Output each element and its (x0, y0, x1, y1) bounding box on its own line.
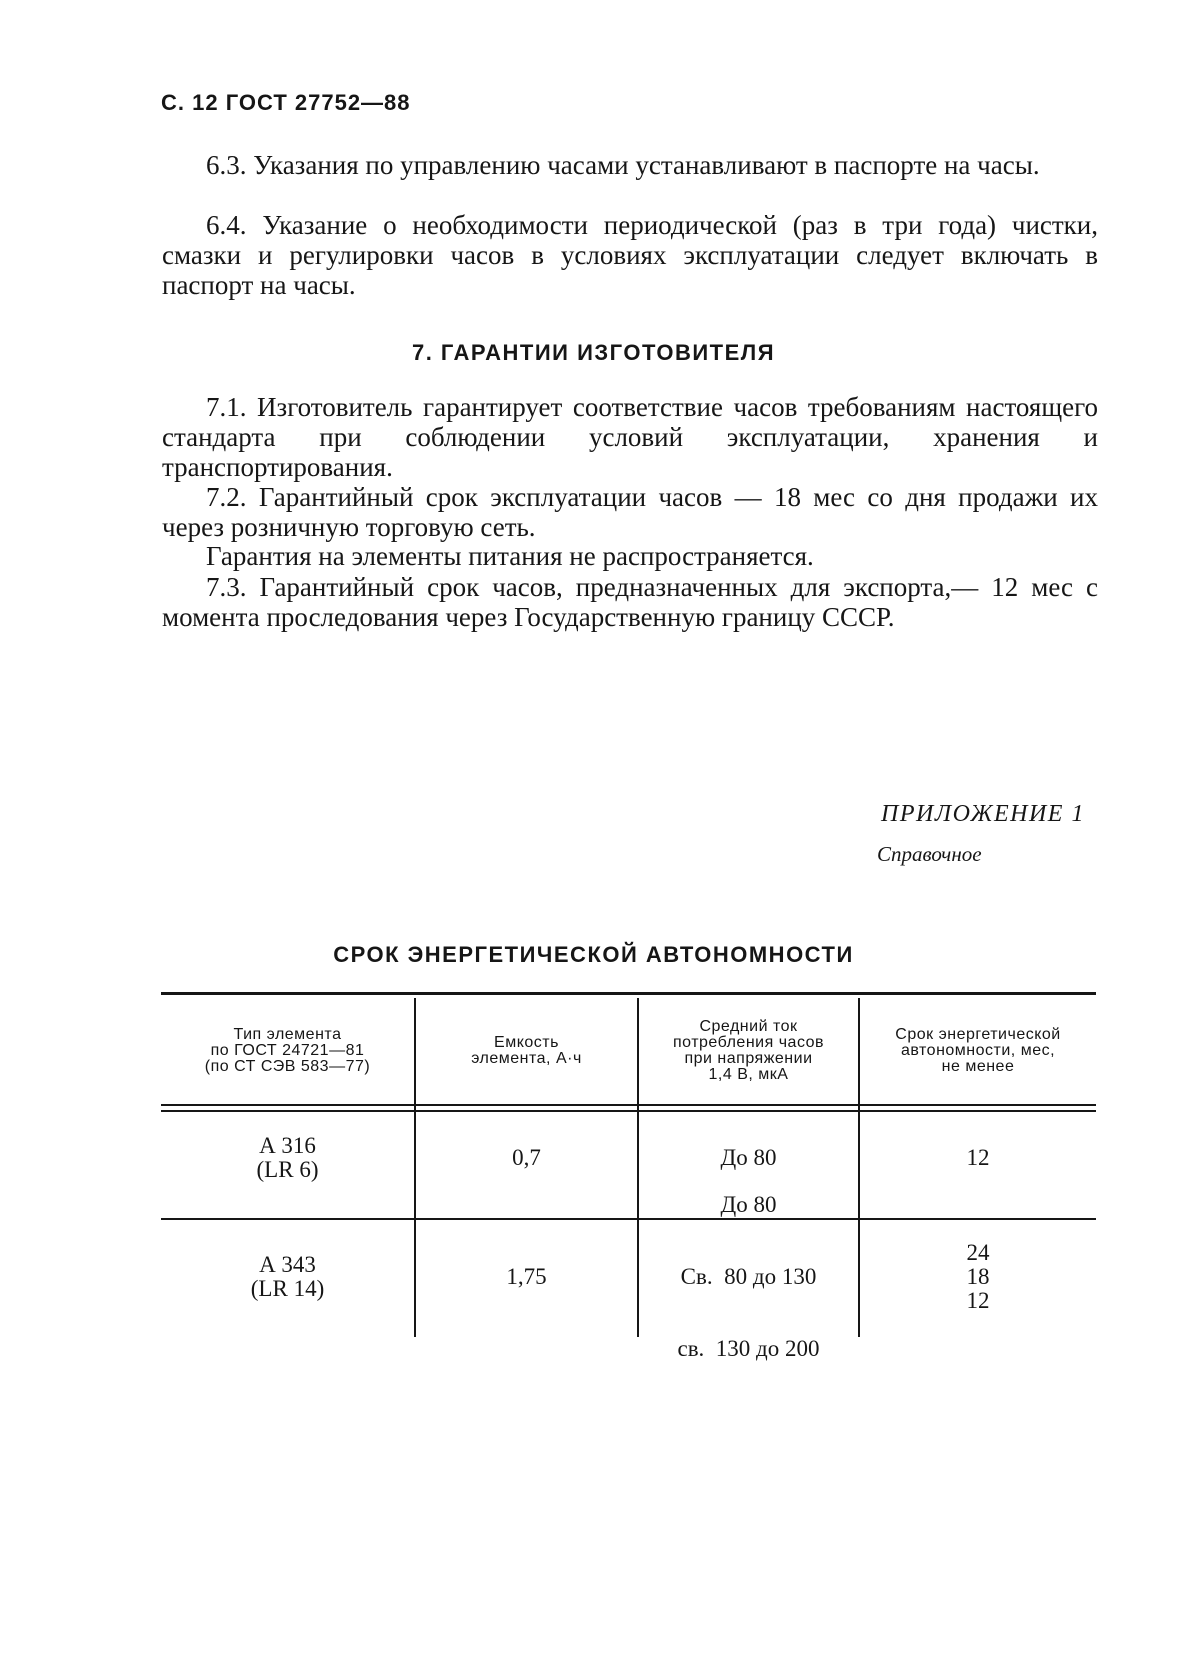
table-row-2-term (860, 1221, 1096, 1333)
header-term-line-3: не менее (941, 1058, 1015, 1075)
row-2-term-value-3: 12 (966, 1288, 990, 1313)
header-current-line-2: потребления часов (672, 1034, 825, 1051)
table-row-2-element (161, 1221, 414, 1333)
header-rule-2 (161, 1110, 1096, 1112)
header-term (860, 998, 1096, 1104)
table-row-1-capacity: 0,7 (512, 1145, 541, 1170)
row-2-term-value-1: 24 (966, 1240, 990, 1265)
header-element-type (161, 998, 414, 1104)
header-current-line-3: при напряжении (684, 1050, 813, 1067)
paragraph-7-1-text: 7.1. Изготовитель гарантирует соответствие часов требованиям настоящего стандарта при соблюдении условий эксплуатации, хранения и транспортирования. (162, 392, 1098, 482)
header-element-type-line-1: Тип элемента (233, 1026, 342, 1043)
table-top-rule (161, 992, 1096, 995)
appendix-label: ПРИЛОЖЕНИЕ 1 (881, 801, 1085, 827)
row-2-current-value-2: Св. 80 до 130 (680, 1264, 817, 1289)
table-row-1-element (161, 1113, 414, 1203)
paragraph-7-2-note (162, 541, 1098, 571)
paragraph-6-4-text: 6.4. Указание о необходимости периодической (раз в три года) чистки, смазки и регулировки часов в условиях эксплуатации следует включать в паспорт на часы. (162, 210, 1098, 300)
row-2-current-value-3: св. 130 до 200 (677, 1336, 820, 1361)
table-row-2-current (639, 1192, 858, 1361)
row-1-element-name: А 316 (259, 1133, 316, 1158)
header-rule-1 (161, 1104, 1096, 1106)
row-2-element-name: А 343 (259, 1252, 316, 1277)
autonomy-table (161, 992, 1096, 1361)
table-row-2-capacity: 1,75 (506, 1264, 547, 1289)
row-1-current-value: До 80 (720, 1145, 777, 1170)
row-2-current-value-1: До 80 (720, 1192, 777, 1217)
paragraph-7-3 (162, 572, 1098, 632)
row-1-term-value: 12 (966, 1145, 990, 1170)
row-2-term-value-2: 18 (966, 1264, 990, 1289)
row-2-element-code: (LR 14) (250, 1276, 325, 1301)
section-7-title: 7. ГАРАНТИИ ИЗГОТОВИТЕЛЯ (411, 340, 776, 365)
row-rule (161, 1218, 1096, 1220)
paragraph-6-3-text: 6.3. Указания по управлению часами устанавливают в паспорте на часы. (206, 150, 1040, 180)
header-current-line-4: 1,4 В, мкА (708, 1066, 789, 1083)
header-current-line-1: Средний ток (699, 1018, 798, 1035)
paragraph-7-1 (162, 392, 1098, 482)
paragraph-7-2 (162, 482, 1098, 542)
header-current (639, 998, 858, 1104)
paragraph-6-4 (162, 210, 1098, 300)
appendix-type: Справочное (877, 842, 982, 866)
page-header: С. 12 ГОСТ 27752—88 (161, 90, 411, 115)
header-capacity-line-1: Емкость (494, 1034, 559, 1051)
header-capacity (416, 998, 637, 1104)
paragraph-6-3 (162, 150, 1098, 180)
paragraph-7-2-text: 7.2. Гарантийный срок эксплуатации часов — 18 мес со дня продажи их через розничную торговую сеть. (162, 482, 1098, 542)
paragraph-7-3-text: 7.3. Гарантийный срок часов, предназначенных для экспорта,— 12 мес с момента проследования через Государственную границу СССР. (162, 572, 1098, 632)
row-1-element-code: (LR 6) (256, 1157, 319, 1182)
header-term-line-1: Срок энергетической (895, 1026, 1061, 1043)
paragraph-7-2-note-text: Гарантия на элементы питания не распространяется. (206, 541, 814, 571)
header-element-type-line-3: (по СТ СЭВ 583—77) (204, 1058, 371, 1075)
header-term-line-2: автономности, мес, (900, 1042, 1056, 1059)
table-row-1-term (860, 1113, 1096, 1203)
header-element-type-line-2: по ГОСТ 24721—81 (210, 1042, 365, 1059)
table-title: СРОК ЭНЕРГЕТИЧЕСКОЙ АВТОНОМНОСТИ (333, 942, 854, 967)
header-capacity-line-2: элемента, А·ч (471, 1050, 582, 1067)
